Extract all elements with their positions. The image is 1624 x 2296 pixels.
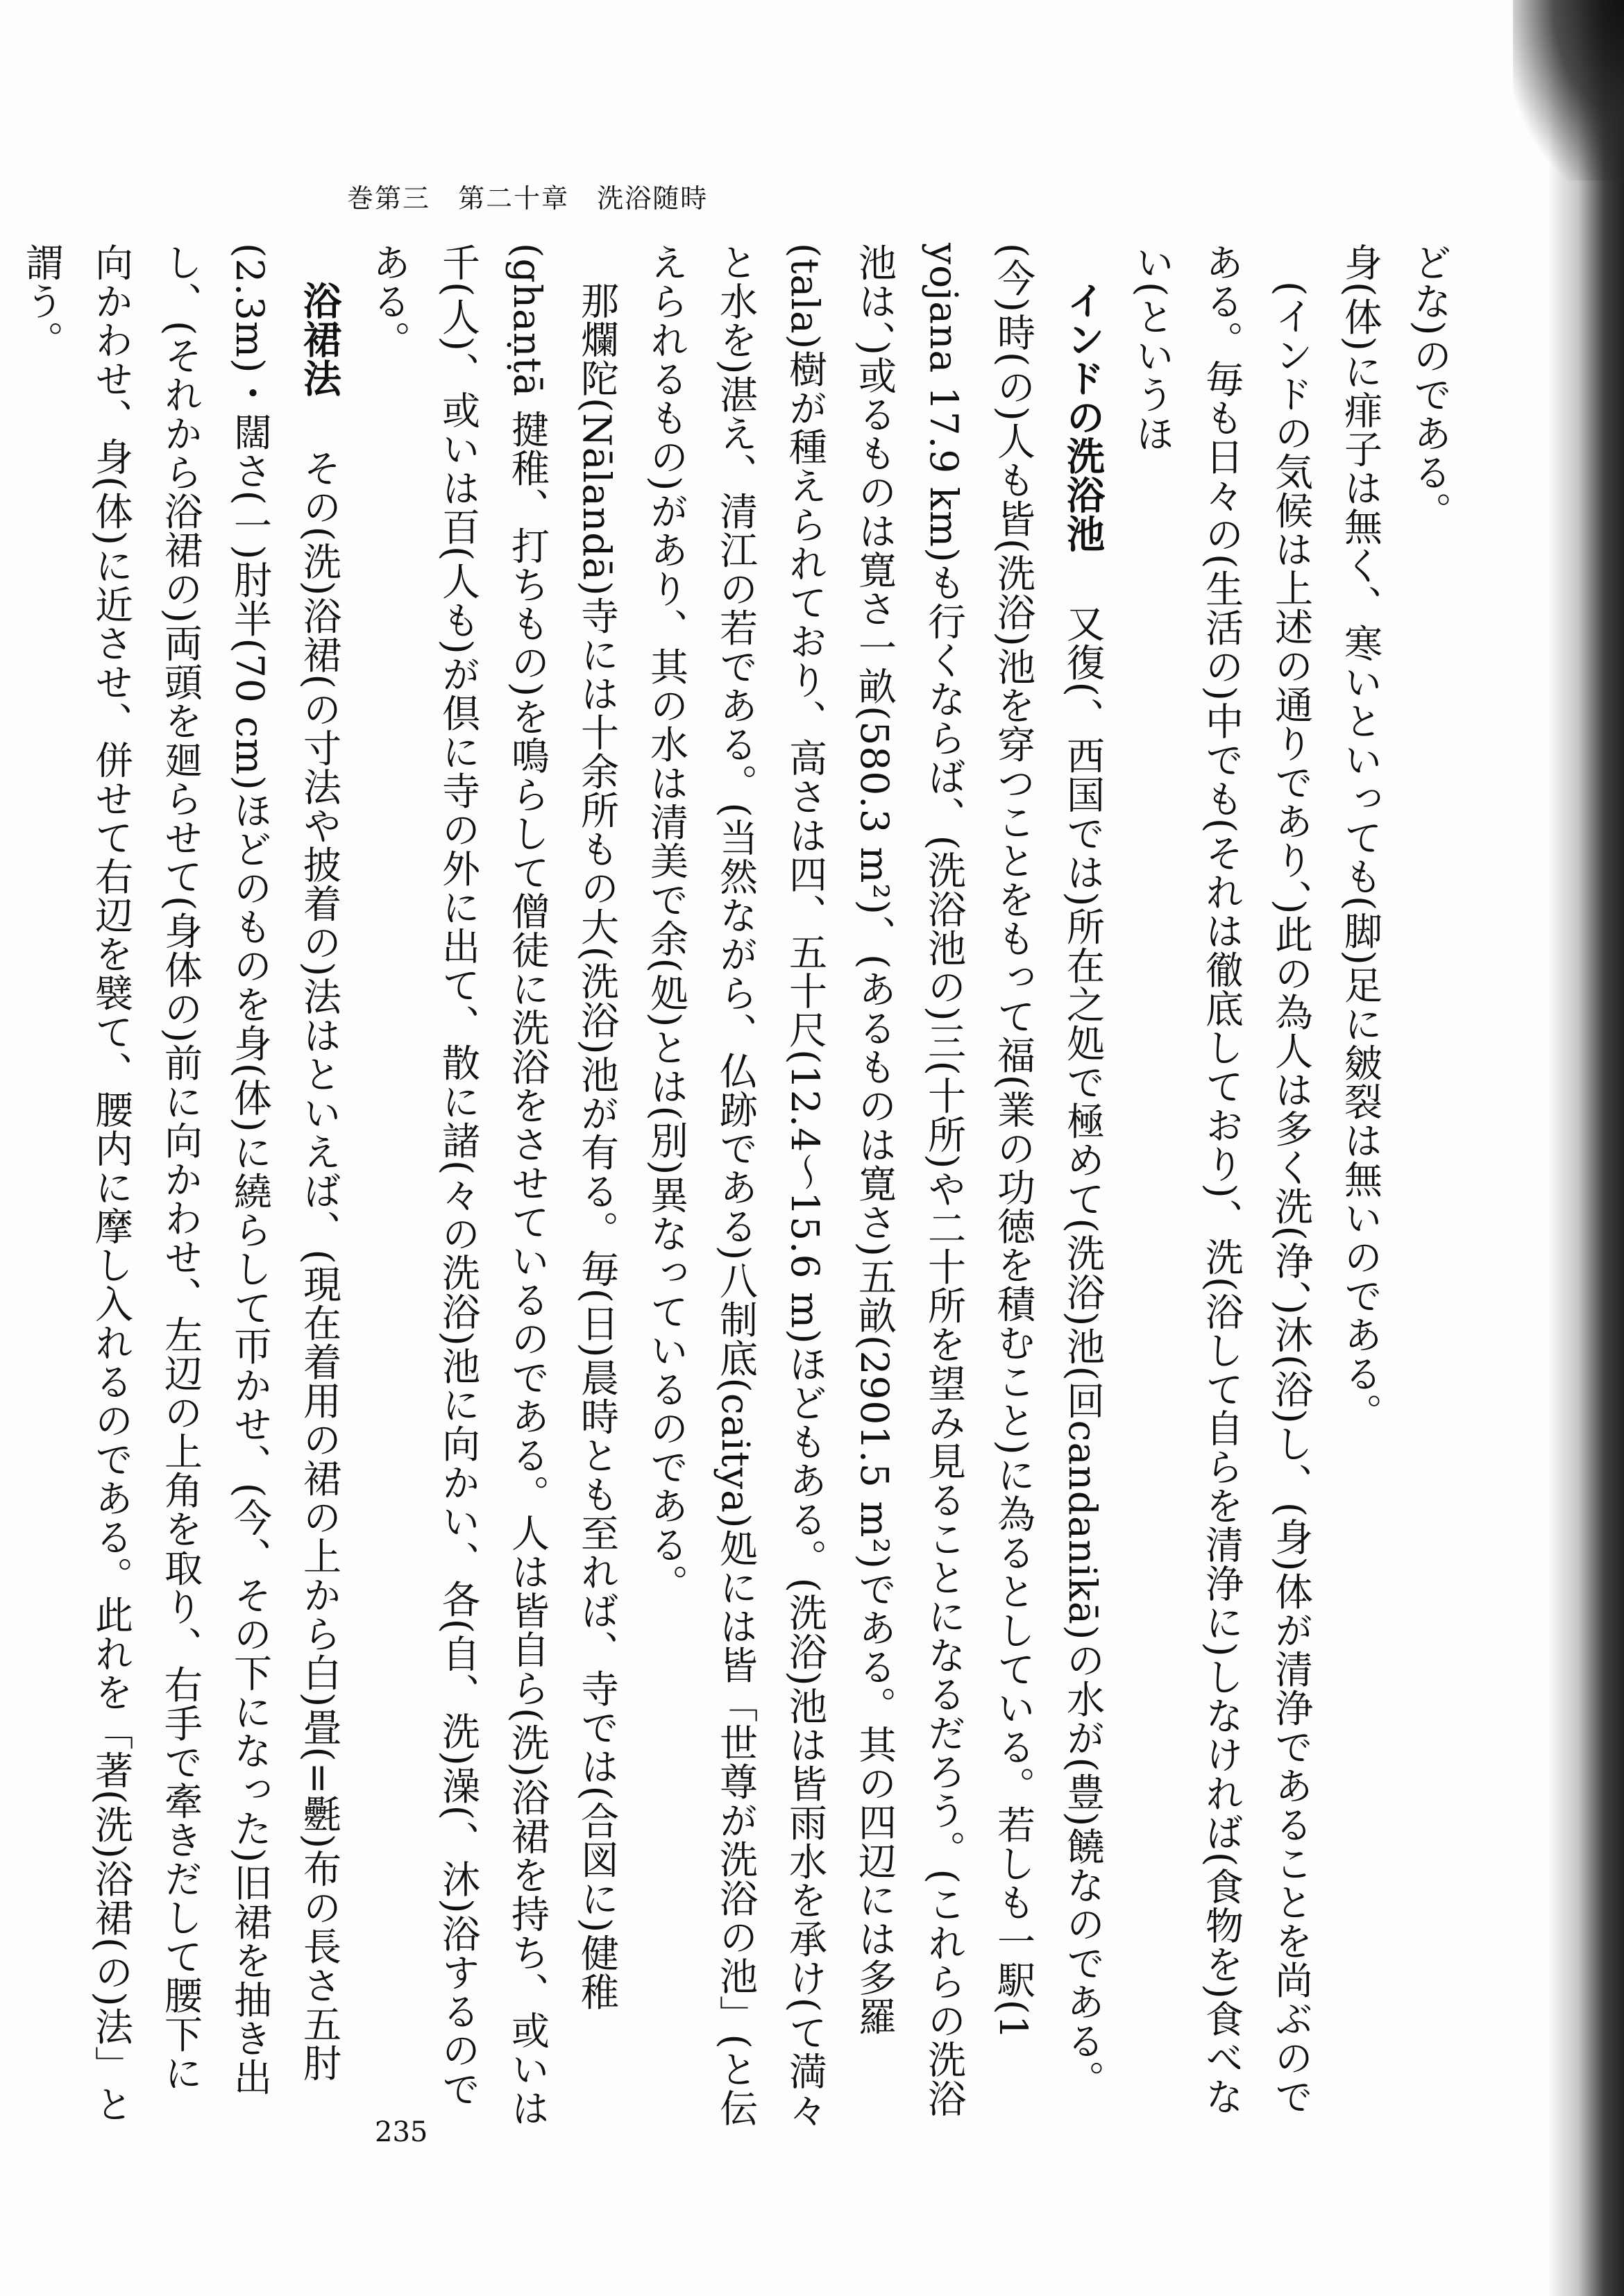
paragraph-2 [1326,243,1395,2130]
paragraph-2-text: 身(体)に痱子は無く、寒いといっても(脚)足に皴裂は無いのである。 [1338,243,1382,1432]
scan-shadow-corner [1513,0,1624,180]
paragraph-6 [7,243,354,2130]
scan-shadow-edge [1548,0,1624,2296]
running-head-volume: 巻第三 [347,183,431,214]
body-text [19,243,1464,2130]
paragraph-5-text: 那爛陀(Nālandā)寺には十余所もの大(洗浴)池が有る。毎(日)晨時とも至れば、寺では(合図に)健稚(ghaṇṭā 揵稚、打ちもの)を鳴らして僧徒に洗浴をさせているのである。人は皆自ら(洗)浴裙を持ち、或いは千(人)、或いは百(人も)が倶に寺の外に出て、散に諸(々の洗浴)池に向かい、各(自、洗)澡(、沐)浴するのである。 [366,243,619,2128]
paragraph-1 [1395,243,1464,2130]
running-head-title: 洗浴随時 [597,183,709,214]
section-heading-bathing-skirt: 浴裙法 [297,281,341,398]
page-number: 235 [375,2116,428,2148]
paragraph-5 [354,243,632,2130]
running-head-chapter: 第二十章 [458,183,570,214]
paragraph-3 [1117,243,1326,2130]
section-heading-bathing-pool: インドの洗浴池 [1060,281,1105,553]
paragraph-1-text: どな)のである。 [1407,243,1452,531]
running-head [347,177,726,215]
paragraph-4 [632,243,1117,2130]
paragraph-6-text: その(洗)浴裙(の寸法や披着の)法はといえば、(現在着用の裙の上から白)畳(=氎)布の長さ五肘(2.3m)・闊さ(一)肘半(70 cm)ほどのものを身(体)に繞らして帀かせ、(今、その下になった)旧裙を抽き出し、(それから浴裙の)両頭を廻らせて(身体の)前に向かわせ、左辺の上角を取り、右手で牽きだして腰下に向かわせ、身(体)に近させ、併せて右辺を襞て、腰内に摩し入れるのである。此れを「著(洗)浴裙(の)法」と謂う。 [19,243,341,2124]
paragraph-4-text: 又復(、西国では)所在之処で極めて(洗浴)池(回candanikā)の水が(豊)饒なのである。(今)時(の)人も皆(洗浴)池を穿つことをもって福(業の功徳を積むこと)に為るとしている。若しも一駅(1 yojana 17.9 km)も行くならば、(洗浴池の)三(十所)や二十所を望み見ることになるだろう。(これらの洗浴池は、)或るものは寛さ一畝(580.3 m²)、(あるものは寛さ)五畝(2901.5 m²)である。其の四辺には多羅(tala)樹が種えられており、高さは四、五十尺(12.4～15.6 m)ほどもある。(洗浴)池は皆雨水を承け(て満々と水を)湛え、清江の若である。(当然ながら、仏跡である)八制底(caitya)処には皆「世尊が洗浴の池」(と伝えられるもの)があり、其の水は清美で余(処)とは(別)異なっているのである。 [644,243,1105,2130]
paragraph-3-text: (インドの気候は上述の通りであり、)此の為人は多く洗(浄、)沐(浴)し、(身)体が清浄であることを尚ぶのである。毎も日々の(生活の)中でも(それは徹底しており)、洗(浴して自らを清浄に)しなければ(食物を)食べない(というほ [1130,243,1313,2116]
